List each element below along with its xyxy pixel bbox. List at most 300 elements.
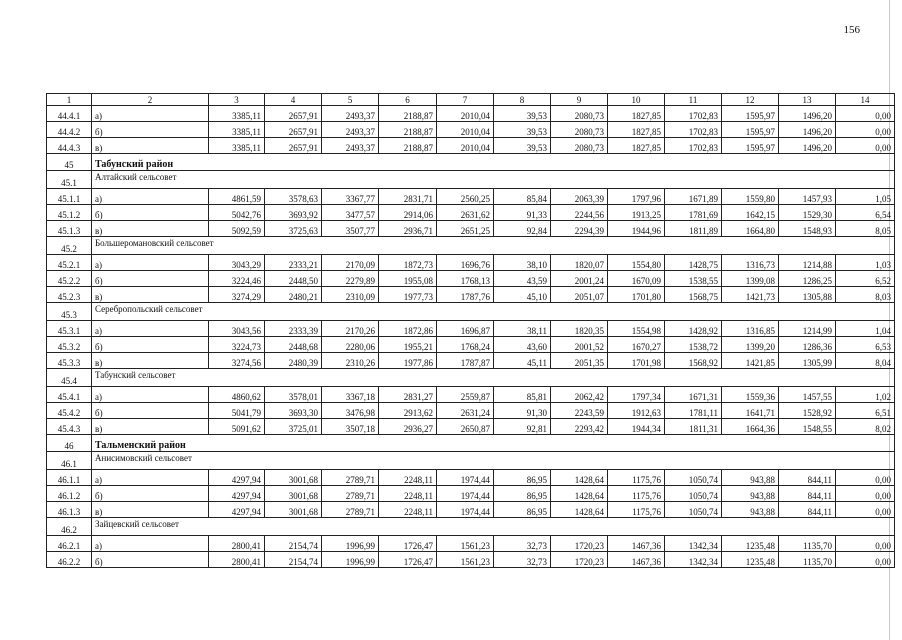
value-cell: 1974,44: [437, 486, 494, 502]
row-code: 46.1.2: [47, 486, 92, 502]
value-cell: 1781,69: [665, 205, 722, 221]
value-cell: 5042,76: [209, 205, 265, 221]
value-cell: 2559,87: [437, 387, 494, 403]
value-cell: 1214,99: [779, 321, 836, 337]
value-cell: 85,81: [494, 387, 551, 403]
table-row: [47, 502, 895, 518]
value-cell: 2480,21: [265, 287, 322, 303]
value-cell: 1820,07: [551, 255, 608, 271]
value-cell: 2154,74: [265, 552, 322, 568]
value-cell: 1175,76: [608, 486, 665, 502]
row-variant: а): [92, 470, 209, 486]
value-cell: 45,11: [494, 353, 551, 369]
value-cell: 0,00: [836, 536, 895, 552]
value-cell: 0,00: [836, 502, 895, 518]
value-cell: 38,10: [494, 255, 551, 271]
value-cell: 1,03: [836, 255, 895, 271]
value-cell: 1235,48: [722, 552, 779, 568]
value-cell: 1974,44: [437, 502, 494, 518]
value-cell: 2188,87: [379, 122, 437, 138]
value-cell: 1568,92: [665, 353, 722, 369]
value-cell: 2080,73: [551, 138, 608, 154]
row-code: 45.2.3: [47, 287, 92, 303]
value-cell: 1467,36: [608, 536, 665, 552]
row-code: 45.1.2: [47, 205, 92, 221]
row-variant: а): [92, 106, 209, 122]
value-cell: 1797,34: [608, 387, 665, 403]
district-row: [47, 435, 895, 452]
value-cell: 2800,41: [209, 536, 265, 552]
table-row: [47, 353, 895, 369]
value-cell: 943,88: [722, 486, 779, 502]
table-row: [47, 122, 895, 138]
value-cell: 8,04: [836, 353, 895, 369]
value-cell: 1702,83: [665, 138, 722, 154]
value-cell: 2789,71: [322, 502, 379, 518]
value-cell: 2448,68: [265, 337, 322, 353]
value-cell: 3043,29: [209, 255, 265, 271]
value-cell: 1787,87: [437, 353, 494, 369]
value-cell: 844,11: [779, 486, 836, 502]
table-header-row: [47, 94, 895, 106]
value-cell: 2010,04: [437, 122, 494, 138]
value-cell: 1050,74: [665, 486, 722, 502]
header-cell: 13: [779, 94, 836, 106]
value-cell: 1561,23: [437, 536, 494, 552]
value-cell: 6,52: [836, 271, 895, 287]
value-cell: 1701,80: [608, 287, 665, 303]
value-cell: 2244,56: [551, 205, 608, 221]
value-cell: 2789,71: [322, 470, 379, 486]
table-row: [47, 419, 895, 435]
value-cell: 2333,39: [265, 321, 322, 337]
settlement-row: [47, 237, 895, 255]
header-cell: 7: [437, 94, 494, 106]
value-cell: 3385,11: [209, 122, 265, 138]
value-cell: 1670,09: [608, 271, 665, 287]
value-cell: 2248,11: [379, 470, 437, 486]
district-name: Тальменский район: [92, 435, 895, 452]
value-cell: 2651,25: [437, 221, 494, 237]
value-cell: 2789,71: [322, 486, 379, 502]
header-cell: 2: [92, 94, 209, 106]
value-cell: 1797,96: [608, 189, 665, 205]
value-cell: 1768,24: [437, 337, 494, 353]
value-cell: 1827,85: [608, 106, 665, 122]
header-cell: 5: [322, 94, 379, 106]
value-cell: 1496,20: [779, 122, 836, 138]
value-cell: 3578,01: [265, 387, 322, 403]
row-variant: б): [92, 122, 209, 138]
value-cell: 1,04: [836, 321, 895, 337]
value-cell: 2333,21: [265, 255, 322, 271]
value-cell: 4297,94: [209, 486, 265, 502]
value-cell: 2936,27: [379, 419, 437, 435]
value-cell: 1421,85: [722, 353, 779, 369]
table-row: [47, 255, 895, 271]
row-code: 46.2.1: [47, 536, 92, 552]
section-code: 45: [47, 154, 92, 171]
header-cell: 11: [665, 94, 722, 106]
value-cell: 6,53: [836, 337, 895, 353]
row-code: 45.4.1: [47, 387, 92, 403]
value-cell: 1559,36: [722, 387, 779, 403]
row-code: 45.3.3: [47, 353, 92, 369]
value-cell: 3725,01: [265, 419, 322, 435]
value-cell: 1670,27: [608, 337, 665, 353]
row-code: 44.4.1: [47, 106, 92, 122]
row-variant: а): [92, 189, 209, 205]
value-cell: 1,02: [836, 387, 895, 403]
value-cell: 2154,74: [265, 536, 322, 552]
table-row: [47, 106, 895, 122]
section-code: 45.3: [47, 303, 92, 321]
value-cell: 4861,59: [209, 189, 265, 205]
value-cell: 1428,64: [551, 486, 608, 502]
value-cell: 4860,62: [209, 387, 265, 403]
value-cell: 1872,86: [379, 321, 437, 337]
row-code: 44.4.2: [47, 122, 92, 138]
value-cell: 1559,80: [722, 189, 779, 205]
value-cell: 2001,52: [551, 337, 608, 353]
value-cell: 1399,08: [722, 271, 779, 287]
value-cell: 2051,07: [551, 287, 608, 303]
value-cell: 4297,94: [209, 470, 265, 486]
header-cell: 10: [608, 94, 665, 106]
value-cell: 1595,97: [722, 138, 779, 154]
value-cell: 1050,74: [665, 502, 722, 518]
row-variant: в): [92, 221, 209, 237]
value-cell: 2294,39: [551, 221, 608, 237]
value-cell: 2913,62: [379, 403, 437, 419]
row-variant: б): [92, 271, 209, 287]
row-code: 45.4.2: [47, 403, 92, 419]
value-cell: 0,00: [836, 470, 895, 486]
value-cell: 1811,89: [665, 221, 722, 237]
value-cell: 8,03: [836, 287, 895, 303]
value-cell: 1305,99: [779, 353, 836, 369]
value-cell: 92,81: [494, 419, 551, 435]
row-code: 45.4.3: [47, 419, 92, 435]
district-name: Табунский район: [92, 154, 895, 171]
row-code: 45.1.3: [47, 221, 92, 237]
value-cell: 3367,77: [322, 189, 379, 205]
row-variant: а): [92, 321, 209, 337]
value-cell: 3043,56: [209, 321, 265, 337]
value-cell: 4297,94: [209, 502, 265, 518]
settlement-row: [47, 303, 895, 321]
row-code: 45.2.2: [47, 271, 92, 287]
section-code: 45.1: [47, 171, 92, 189]
value-cell: 2188,87: [379, 106, 437, 122]
row-code: 45.3.2: [47, 337, 92, 353]
value-cell: 3001,68: [265, 470, 322, 486]
value-cell: 2279,89: [322, 271, 379, 287]
value-cell: 1664,80: [722, 221, 779, 237]
value-cell: 32,73: [494, 536, 551, 552]
value-cell: 1554,98: [608, 321, 665, 337]
header-cell: 8: [494, 94, 551, 106]
value-cell: 0,00: [836, 138, 895, 154]
row-variant: б): [92, 486, 209, 502]
value-cell: 1496,20: [779, 106, 836, 122]
value-cell: 1996,99: [322, 536, 379, 552]
settlement-name: Большеромановский сельсовет: [92, 237, 895, 255]
header-cell: 1: [47, 94, 92, 106]
value-cell: 1428,64: [551, 502, 608, 518]
value-cell: 1235,48: [722, 536, 779, 552]
value-cell: 2310,09: [322, 287, 379, 303]
value-cell: 1595,97: [722, 122, 779, 138]
value-cell: 1827,85: [608, 122, 665, 138]
value-cell: 1428,64: [551, 470, 608, 486]
section-code: 45.2: [47, 237, 92, 255]
value-cell: 0,00: [836, 486, 895, 502]
table-row: [47, 221, 895, 237]
table-row: [47, 138, 895, 154]
row-code: 45.3.1: [47, 321, 92, 337]
table-row: [47, 552, 895, 568]
settlement-name: Серебропольский сельсовет: [92, 303, 895, 321]
value-cell: 1568,75: [665, 287, 722, 303]
value-cell: 2480,39: [265, 353, 322, 369]
value-cell: 2650,87: [437, 419, 494, 435]
value-cell: 1538,55: [665, 271, 722, 287]
header-cell: 6: [379, 94, 437, 106]
value-cell: 844,11: [779, 502, 836, 518]
value-cell: 5041,79: [209, 403, 265, 419]
value-cell: 2631,24: [437, 403, 494, 419]
value-cell: 1286,36: [779, 337, 836, 353]
row-code: 44.4.3: [47, 138, 92, 154]
value-cell: 8,05: [836, 221, 895, 237]
value-cell: 43,60: [494, 337, 551, 353]
value-cell: 2800,41: [209, 552, 265, 568]
value-cell: 1457,55: [779, 387, 836, 403]
value-cell: 1696,87: [437, 321, 494, 337]
value-cell: 0,00: [836, 122, 895, 138]
value-cell: 2831,27: [379, 387, 437, 403]
value-cell: 2914,06: [379, 205, 437, 221]
value-cell: 2010,04: [437, 138, 494, 154]
value-cell: 1720,23: [551, 536, 608, 552]
value-cell: 2657,91: [265, 138, 322, 154]
value-cell: 1554,80: [608, 255, 665, 271]
value-cell: 1457,93: [779, 189, 836, 205]
section-code: 46: [47, 435, 92, 452]
value-cell: 2170,26: [322, 321, 379, 337]
value-cell: 39,53: [494, 122, 551, 138]
value-cell: 3725,63: [265, 221, 322, 237]
value-cell: 5091,62: [209, 419, 265, 435]
value-cell: 8,02: [836, 419, 895, 435]
value-cell: 2657,91: [265, 122, 322, 138]
header-cell: 12: [722, 94, 779, 106]
value-cell: 85,84: [494, 189, 551, 205]
header-cell: 4: [265, 94, 322, 106]
value-cell: 1671,31: [665, 387, 722, 403]
value-cell: 2631,62: [437, 205, 494, 221]
value-cell: 1286,25: [779, 271, 836, 287]
value-cell: 1912,63: [608, 403, 665, 419]
table-row: [47, 287, 895, 303]
value-cell: 2293,42: [551, 419, 608, 435]
value-cell: 1175,76: [608, 502, 665, 518]
value-cell: 86,95: [494, 502, 551, 518]
table-body: [47, 94, 895, 568]
value-cell: 3578,63: [265, 189, 322, 205]
value-cell: 3385,11: [209, 138, 265, 154]
value-cell: 3693,30: [265, 403, 322, 419]
table-row: [47, 271, 895, 287]
settlement-name: Алтайский сельсовет: [92, 171, 895, 189]
row-variant: б): [92, 552, 209, 568]
value-cell: 2243,59: [551, 403, 608, 419]
value-cell: 3477,57: [322, 205, 379, 221]
value-cell: 3385,11: [209, 106, 265, 122]
value-cell: 1787,76: [437, 287, 494, 303]
value-cell: 3507,18: [322, 419, 379, 435]
value-cell: 1726,47: [379, 552, 437, 568]
value-cell: 1,05: [836, 189, 895, 205]
value-cell: 1135,70: [779, 536, 836, 552]
value-cell: 1872,73: [379, 255, 437, 271]
row-code: 45.1.1: [47, 189, 92, 205]
value-cell: 1548,55: [779, 419, 836, 435]
value-cell: 91,30: [494, 403, 551, 419]
value-cell: 3693,92: [265, 205, 322, 221]
settlement-name: Табунский сельсовет: [92, 369, 895, 387]
value-cell: 1781,11: [665, 403, 722, 419]
value-cell: 2248,11: [379, 486, 437, 502]
value-cell: 1944,34: [608, 419, 665, 435]
row-code: 46.2.2: [47, 552, 92, 568]
value-cell: 43,59: [494, 271, 551, 287]
value-cell: 0,00: [836, 552, 895, 568]
value-cell: 91,33: [494, 205, 551, 221]
value-cell: 1820,35: [551, 321, 608, 337]
value-cell: 1974,44: [437, 470, 494, 486]
value-cell: 2248,11: [379, 502, 437, 518]
value-cell: 39,53: [494, 138, 551, 154]
value-cell: 844,11: [779, 470, 836, 486]
value-cell: 1214,88: [779, 255, 836, 271]
value-cell: 1135,70: [779, 552, 836, 568]
value-cell: 2493,37: [322, 138, 379, 154]
row-variant: в): [92, 419, 209, 435]
table-row: [47, 205, 895, 221]
district-row: [47, 154, 895, 171]
settlement-row: [47, 452, 895, 470]
value-cell: 2936,71: [379, 221, 437, 237]
value-cell: 2280,06: [322, 337, 379, 353]
value-cell: 6,54: [836, 205, 895, 221]
value-cell: 2493,37: [322, 106, 379, 122]
value-cell: 1342,34: [665, 552, 722, 568]
value-cell: 86,95: [494, 486, 551, 502]
row-variant: а): [92, 536, 209, 552]
header-cell: 3: [209, 94, 265, 106]
value-cell: 2170,09: [322, 255, 379, 271]
value-cell: 943,88: [722, 502, 779, 518]
value-cell: 0,00: [836, 106, 895, 122]
value-cell: 2062,42: [551, 387, 608, 403]
value-cell: 1811,31: [665, 419, 722, 435]
value-cell: 86,95: [494, 470, 551, 486]
row-variant: в): [92, 287, 209, 303]
value-cell: 1316,73: [722, 255, 779, 271]
row-variant: а): [92, 387, 209, 403]
value-cell: 2657,91: [265, 106, 322, 122]
value-cell: 1996,99: [322, 552, 379, 568]
value-cell: 1701,98: [608, 353, 665, 369]
value-cell: 1175,76: [608, 470, 665, 486]
value-cell: 3274,29: [209, 287, 265, 303]
table-row: [47, 387, 895, 403]
value-cell: 32,73: [494, 552, 551, 568]
settlement-name: Зайцевский сельсовет: [92, 518, 895, 536]
value-cell: 1720,23: [551, 552, 608, 568]
row-variant: а): [92, 255, 209, 271]
row-variant: б): [92, 403, 209, 419]
section-code: 46.2: [47, 518, 92, 536]
value-cell: 1955,21: [379, 337, 437, 353]
value-cell: 2493,37: [322, 122, 379, 138]
value-cell: 1664,36: [722, 419, 779, 435]
table-row: [47, 486, 895, 502]
value-cell: 1696,76: [437, 255, 494, 271]
value-cell: 1561,23: [437, 552, 494, 568]
value-cell: 1467,36: [608, 552, 665, 568]
value-cell: 2448,50: [265, 271, 322, 287]
value-cell: 1050,74: [665, 470, 722, 486]
value-cell: 1827,85: [608, 138, 665, 154]
value-cell: 1428,92: [665, 321, 722, 337]
value-cell: 92,84: [494, 221, 551, 237]
header-cell: 9: [551, 94, 608, 106]
header-cell: 14: [836, 94, 895, 106]
value-cell: 1768,13: [437, 271, 494, 287]
value-cell: 3001,68: [265, 486, 322, 502]
value-cell: 1977,73: [379, 287, 437, 303]
value-cell: 2080,73: [551, 106, 608, 122]
value-cell: 2010,04: [437, 106, 494, 122]
value-cell: 3001,68: [265, 502, 322, 518]
value-cell: 3367,18: [322, 387, 379, 403]
value-cell: 1305,88: [779, 287, 836, 303]
value-cell: 1342,34: [665, 536, 722, 552]
value-cell: 2080,73: [551, 122, 608, 138]
table-row: [47, 189, 895, 205]
row-code: 46.1.1: [47, 470, 92, 486]
value-cell: 2188,87: [379, 138, 437, 154]
row-variant: б): [92, 205, 209, 221]
page-number: 156: [843, 24, 860, 36]
value-cell: 45,10: [494, 287, 551, 303]
value-cell: 1913,25: [608, 205, 665, 221]
settlement-row: [47, 369, 895, 387]
value-cell: 1496,20: [779, 138, 836, 154]
row-variant: б): [92, 337, 209, 353]
section-code: 46.1: [47, 452, 92, 470]
value-cell: 5092,59: [209, 221, 265, 237]
row-code: 45.2.1: [47, 255, 92, 271]
value-cell: 2831,71: [379, 189, 437, 205]
value-cell: 1702,83: [665, 106, 722, 122]
value-cell: 2001,24: [551, 271, 608, 287]
row-variant: в): [92, 353, 209, 369]
value-cell: 2063,39: [551, 189, 608, 205]
